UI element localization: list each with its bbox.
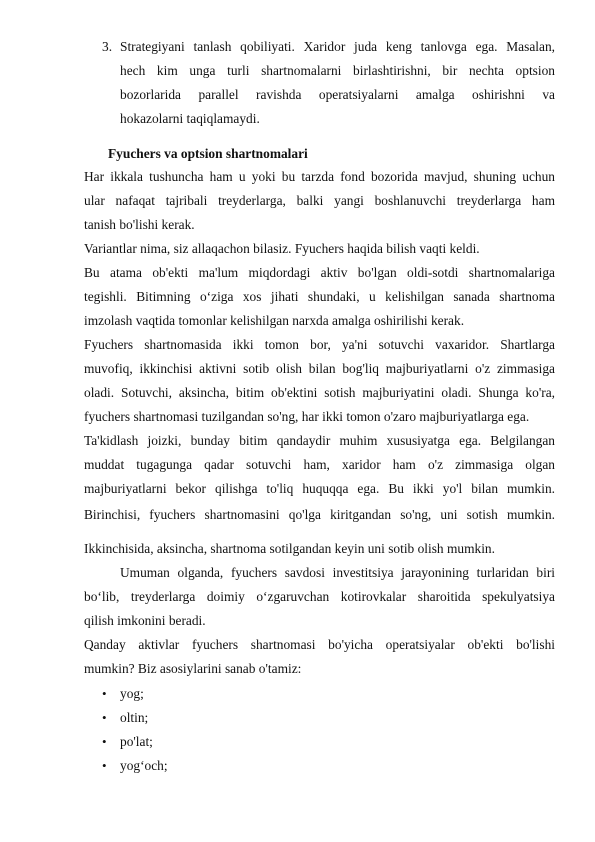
body-line: Fyuchers shartnomasida ikki tomon bor, ya'ni sotuvchi vaxaridor. Shartlarga xyxy=(84,337,555,352)
section-heading: Fyuchers va optsion shartnomalari xyxy=(108,146,308,161)
bullet-item: oltin; xyxy=(120,710,149,725)
body-line: fyuchers shartnomasi tuzilgandan so'ng, har ikki tomon o'zaro majburiyatlarga ega. xyxy=(84,409,530,424)
numbered-item-line: hokazolarni taqiqlamaydi. xyxy=(120,111,260,126)
body-line: qilish imkonini beradi. xyxy=(84,613,206,628)
bullet-item: yog; xyxy=(120,686,144,701)
body-line: Bu atama ob'ekti ma'lum miqdordagi aktiv bo'lgan oldi-sotdi shartnomalariga xyxy=(84,265,555,280)
body-line: Umuman olganda, fyuchers savdosi investitsiya jarayonining turlaridan biri xyxy=(120,565,555,580)
body-line: mumkin? Biz asosiylarini sanab o'tamiz: xyxy=(84,661,302,676)
body-line: tanish bo'lishi kerak. xyxy=(84,217,195,232)
numbered-item-line: Strategiyani tanlash qobiliyati. Xaridor juda keng tanlovga ega. Masalan, xyxy=(120,39,555,54)
numbered-item-line: hech kim unga turli shartnomalarni birlashtirishni, bir nechta optsion xyxy=(120,63,555,78)
body-line: tegishli. Bitimning o‘ziga xos jihati shundaki, u kelishilgan sanada shartnoma xyxy=(84,289,555,304)
body-line: Birinchisi, fyuchers shartnomasini qo'lga kiritgandan so'ng, uni sotish mumkin. xyxy=(84,507,555,522)
bullet-icon: • xyxy=(102,710,107,725)
body-line: ular nafaqat tajribali treyderlarga, balki yangi boshlanuvchi treyderlarga ham xyxy=(84,193,555,208)
body-line: Ta'kidlash joizki, bunday bitim qandaydir muhim xususiyatga ega. Belgilangan xyxy=(84,433,555,448)
bullet-item: yog‘och; xyxy=(120,758,168,773)
body-line: majburiyatlarni bekor qilishga to'liq huquqqa ega. Bu ikki yo'l bilan mumkin. xyxy=(84,481,555,496)
bullet-icon: • xyxy=(102,758,107,773)
body-line: muvofiq, ikkinchisi aktivni sotib olish bilan bog'liq majburiyatlarni o'z zimmasiga xyxy=(84,361,555,376)
body-line: muddat tugagunga qadar sotuvchi ham, xaridor ham o'z zimmasiga olgan xyxy=(84,457,555,472)
body-line: Har ikkala tushuncha ham u yoki bu tarzda fond bozorida mavjud, shuning uchun xyxy=(84,169,555,184)
numbered-item-line: bozorlarida parallel ravishda operatsiyalarni amalga oshirishni va xyxy=(120,87,555,102)
list-number: 3. xyxy=(102,39,113,54)
bullet-item: po'lat; xyxy=(120,734,153,749)
body-line: Variantlar nima, siz allaqachon bilasiz. Fyuchers haqida bilish vaqti keldi. xyxy=(84,241,480,256)
body-line: Qanday aktivlar fyuchers shartnomasi bo'yicha operatsiyalar ob'ekti bo'lishi xyxy=(84,637,555,652)
body-line: imzolash vaqtida tomonlar kelishilgan narxda amalga oshirilishi kerak. xyxy=(84,313,465,328)
body-line: Ikkinchisida, aksincha, shartnoma sotilgandan keyin uni sotib olish mumkin. xyxy=(84,541,495,556)
body-line: bo‘lib, treyderlarga doimiy o‘zgaruvchan kotirovkalar sharoitida spekulyatsiya xyxy=(84,589,555,604)
bullet-icon: • xyxy=(102,734,107,749)
bullet-icon: • xyxy=(102,686,107,701)
body-line: oladi. Sotuvchi, aksincha, bitim ob'ektini sotish majburiyatini oladi. Shunga ko'ra, xyxy=(84,385,555,400)
